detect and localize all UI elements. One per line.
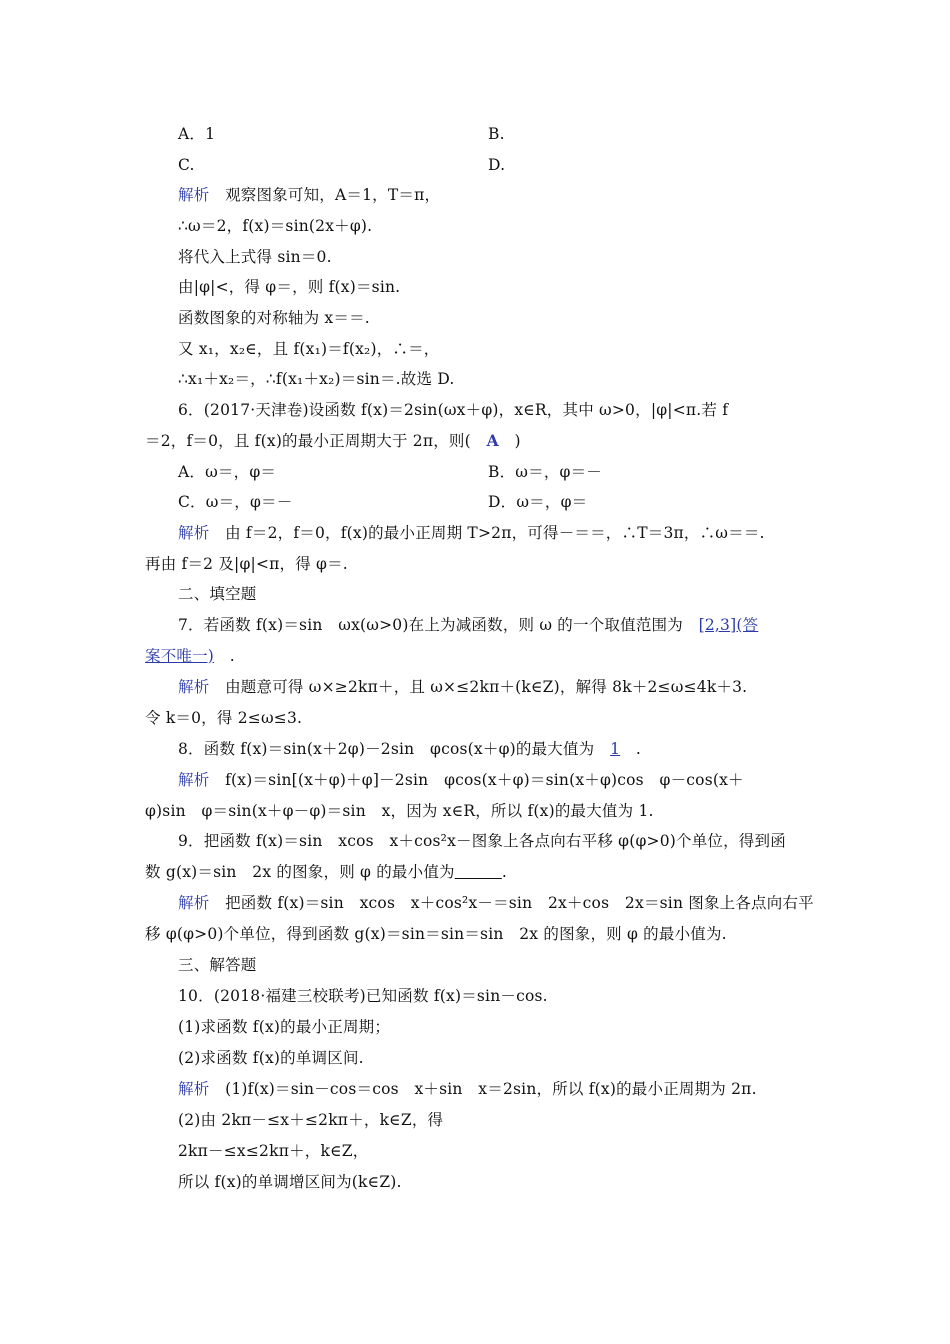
- analysis-tag: 解析: [178, 771, 210, 789]
- question-9: 9．把函数 f(x)＝sin xcos x＋cos²x－图象上各点向右平移 φ(φ>0)个单位，得到函: [178, 832, 786, 850]
- text-line: 移 φ(φ>0)个单位，得到函数 g(x)＝sin＝sin＝sin 2x 的图象，则 φ 的最小值为.: [145, 925, 727, 943]
- question-6: 6．(2017·天津卷)设函数 f(x)＝2sin(ωx＋φ)，x∈R，其中 ω>0，|φ|<π.若 f: [178, 401, 729, 419]
- analysis-tag: 解析: [178, 1080, 210, 1098]
- text-line: 2kπ－≤x≤2kπ＋，k∈Z，: [178, 1142, 369, 1160]
- analysis-tag: 解析: [178, 894, 210, 912]
- option-c: C．ω＝，φ＝－: [178, 493, 293, 511]
- text-line: ∴x₁＋x₂＝，∴f(x₁＋x₂)＝sin＝.故选 D.: [178, 370, 455, 388]
- answer-blank: [2,3](答: [698, 616, 759, 634]
- text-line: (2)由 2kπ－≤x＋≤2kπ＋，k∈Z，得: [178, 1111, 444, 1129]
- text-line: 将代入上式得 sin＝0.: [178, 248, 332, 266]
- text-line: 函数图象的对称轴为 x＝＝.: [178, 309, 370, 327]
- solution-line: 解析 把函数 f(x)＝sin xcos x＋cos²x－＝sin 2x＋cos 2x＝sin 图象上各点向右平: [178, 894, 814, 912]
- answer-blank: 案不唯一): [145, 647, 215, 665]
- solution-line: 解析 f(x)＝sin[(x＋φ)＋φ]－2sin φcos(x＋φ)＝sin(x＋φ)cos φ－cos(x＋: [178, 771, 744, 789]
- question-6-cont: ＝2，f＝0，且 f(x)的最小正周期大于 2π，则( A ): [145, 431, 521, 450]
- text-line: ∴ω＝2，f(x)＝sin(2x＋φ).: [178, 217, 373, 235]
- question-7: 7．若函数 f(x)＝sin ωx(ω>0)在上为减函数，则 ω 的一个取值范围为 [2,3](答: [178, 616, 759, 634]
- question-7-cont: 案不唯一) .: [145, 647, 235, 665]
- text-line: 所以 f(x)的单调增区间为(k∈Z).: [178, 1173, 402, 1191]
- option-b: B．ω＝，φ＝－: [488, 463, 602, 481]
- section-heading: 三、解答题: [178, 956, 257, 974]
- solution-line: 解析 观察图象可知，A＝1，T＝π，: [178, 186, 441, 204]
- text-line: φ)sin φ＝sin(x＋φ－φ)＝sin x，因为 x∈R，所以 f(x)的最大值为 1.: [145, 802, 654, 820]
- text-line: 由|φ|<，得 φ＝，则 f(x)＝sin.: [178, 278, 401, 296]
- option-a: A．1: [178, 125, 216, 143]
- answer-blank: 1: [610, 740, 621, 758]
- question-9-cont: 数 g(x)＝sin 2x 的图象，则 φ 的最小值为 .: [145, 863, 507, 881]
- question-8: 8．函数 f(x)＝sin(x＋2φ)－2sin φcos(x＋φ)的最大值为 1 .: [178, 740, 641, 758]
- option-c: C.: [178, 156, 195, 174]
- analysis-tag: 解析: [178, 678, 210, 696]
- solution-line: 解析 由题意可得 ω×≥2kπ＋，且 ω×≤2kπ＋(k∈Z)，解得 8k＋2≤ω≤4k＋3.: [178, 678, 748, 696]
- text-line: 再由 f＝2 及|φ|<π，得 φ＝.: [145, 555, 348, 573]
- option-a: A．ω＝，φ＝: [178, 463, 277, 481]
- text-line: (1)求函数 f(x)的最小正周期；: [178, 1018, 391, 1036]
- option-b: B.: [488, 125, 505, 143]
- analysis-tag: 解析: [178, 524, 210, 542]
- option-d: D.: [488, 156, 506, 174]
- solution-line: 解析 (1)f(x)＝sin－cos＝cos x＋sin x＝2sin，所以 f(x)的最小正周期为 2π.: [178, 1080, 757, 1098]
- question-10: 10．(2018·福建三校联考)已知函数 f(x)＝sin－cos.: [178, 987, 548, 1005]
- answer-blank: [455, 863, 502, 881]
- text-line: 令 k＝0，得 2≤ω≤3.: [145, 709, 303, 727]
- solution-line: 解析 由 f＝2，f＝0，f(x)的最小正周期 T>2π，可得－＝＝，∴T＝3π，∴ω＝＝.: [178, 524, 765, 542]
- text-line: 又 x₁，x₂∈，且 f(x₁)＝f(x₂)，∴＝，: [178, 340, 440, 358]
- analysis-tag: 解析: [178, 186, 210, 204]
- option-d: D．ω＝，φ＝: [488, 493, 588, 511]
- text-line: (2)求函数 f(x)的单调区间.: [178, 1049, 364, 1067]
- section-heading: 二、填空题: [178, 585, 257, 603]
- answer-choice: A: [486, 431, 499, 450]
